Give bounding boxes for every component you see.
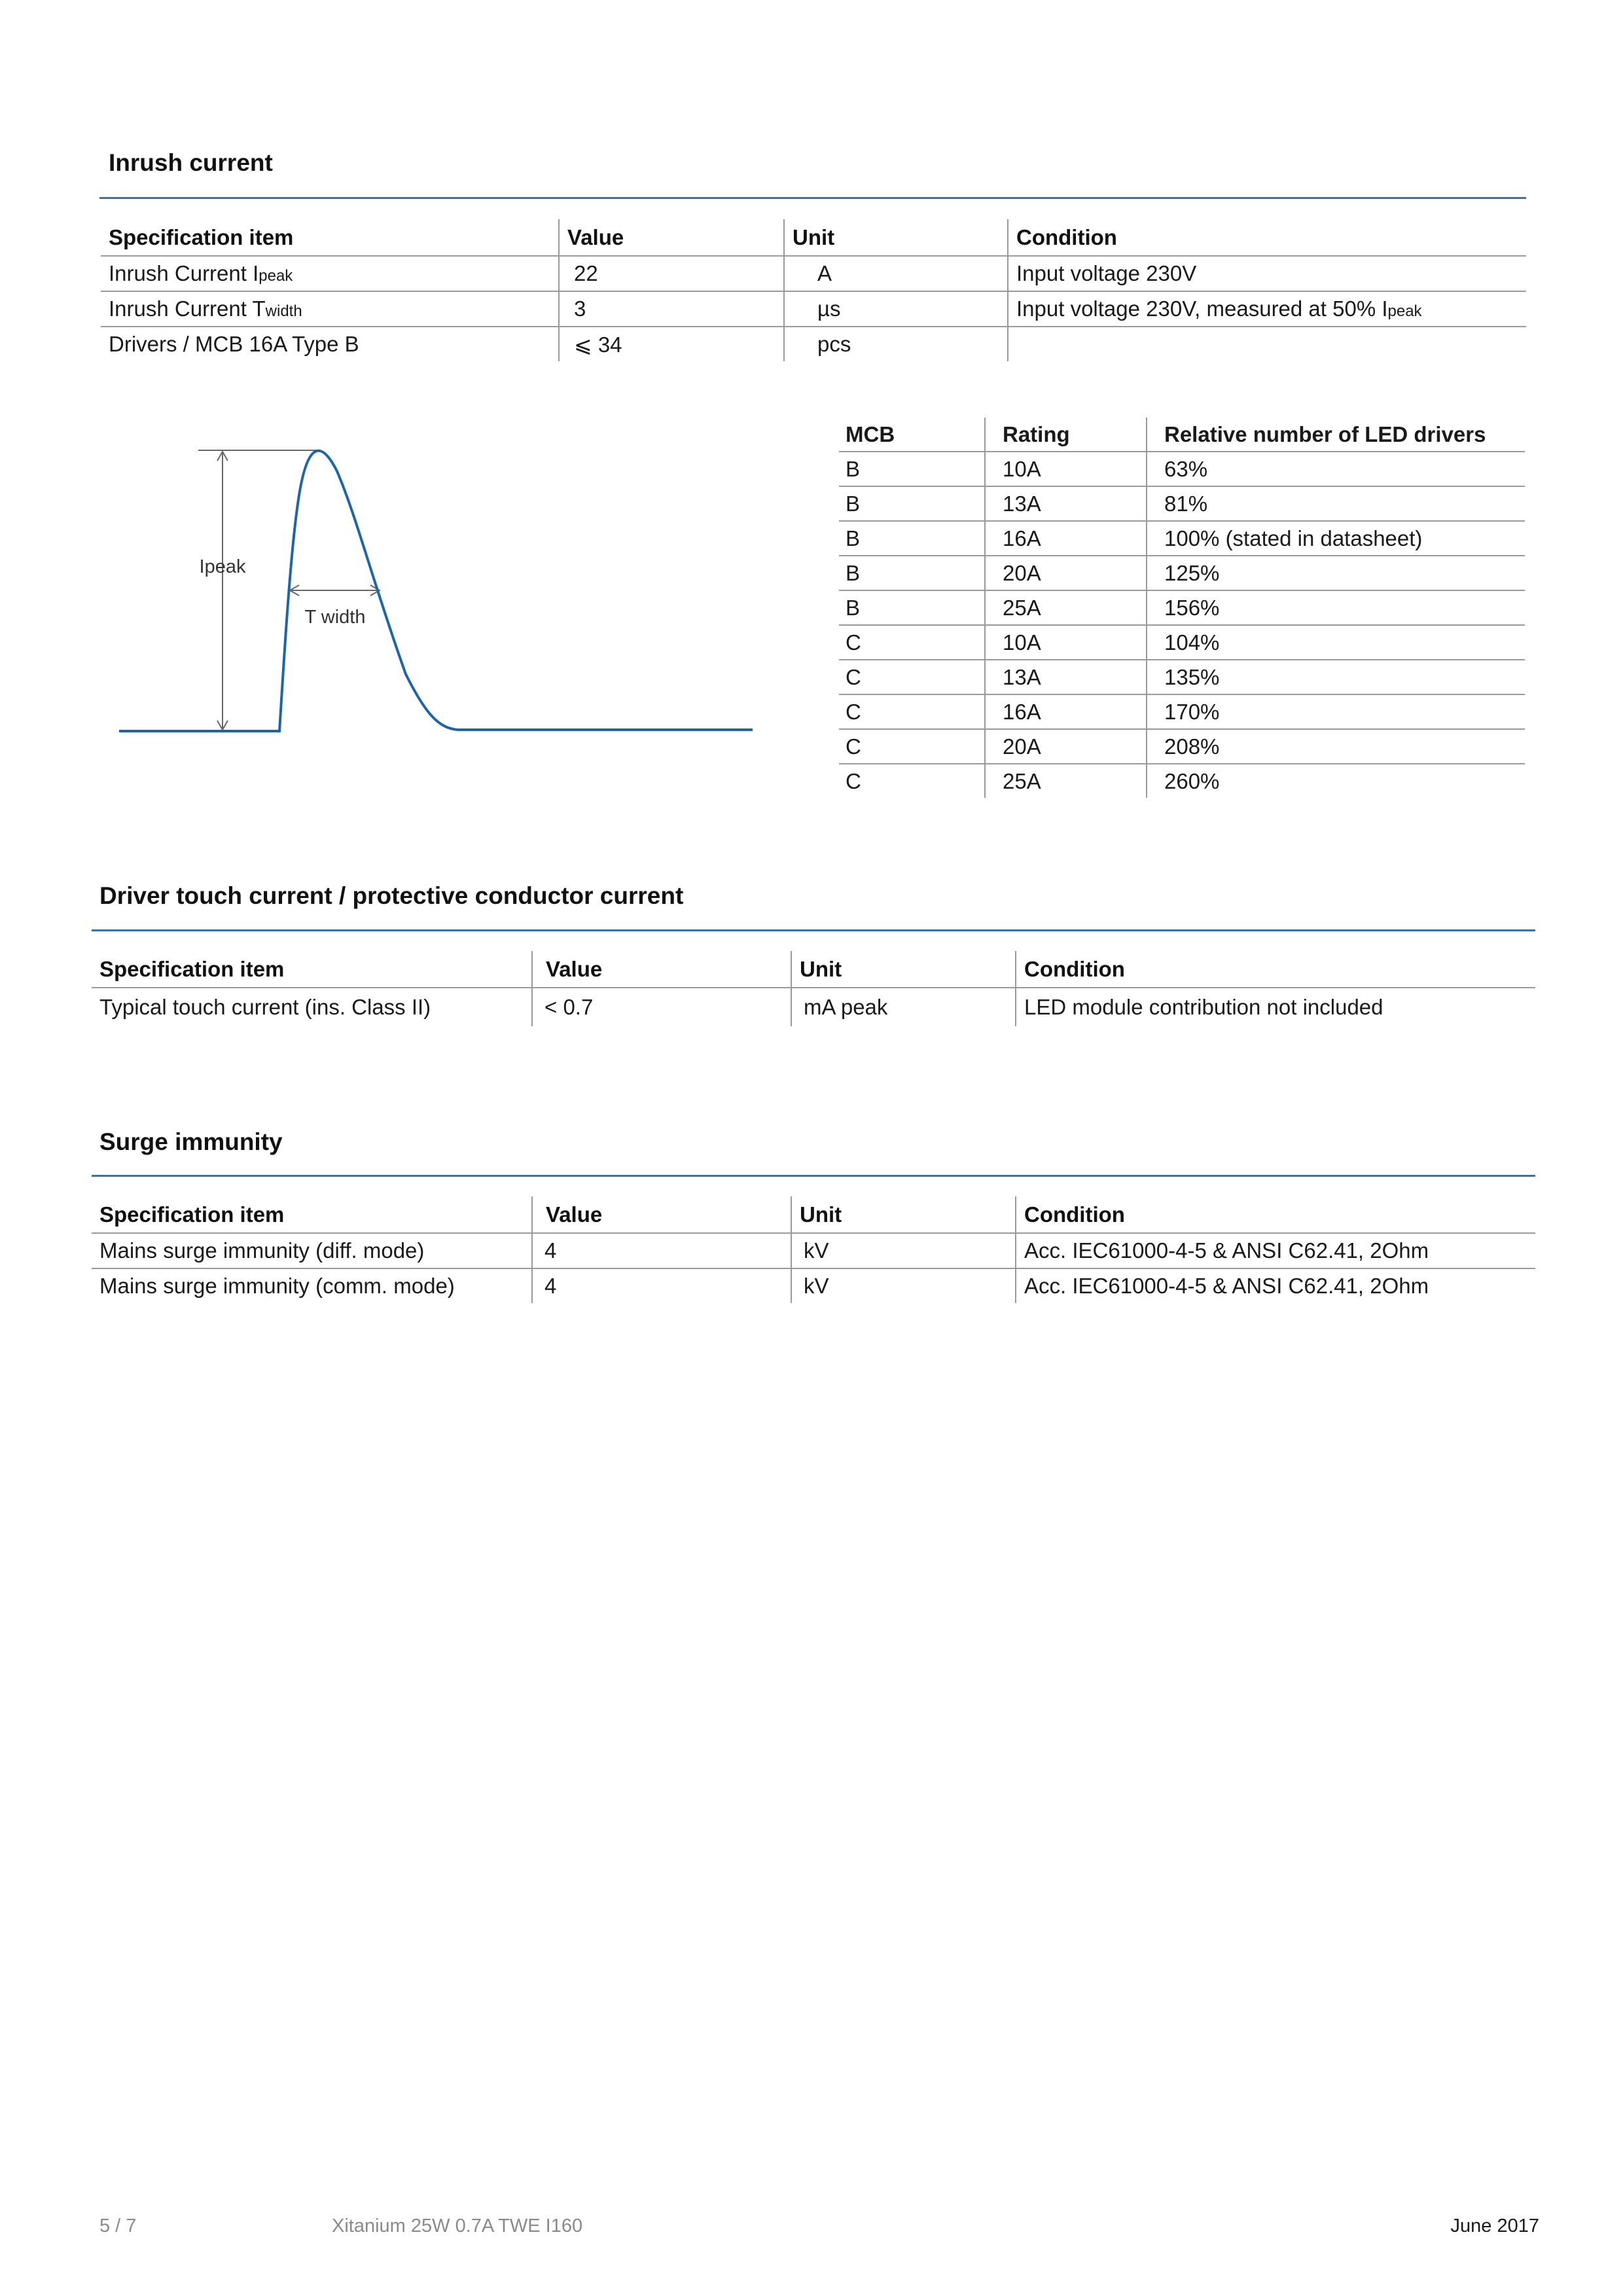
spec-item-cell: Inrush Current Twidth [101, 291, 559, 327]
col-header-condition: Condition [1008, 219, 1526, 256]
relative-number-cell: 156% [1147, 590, 1525, 625]
relative-number-cell: 81% [1147, 486, 1525, 521]
unit-cell: pcs [784, 327, 1008, 361]
table-header-row [839, 418, 1525, 452]
col-header-value: Value [532, 951, 791, 988]
condition-cell: Acc. IEC61000-4-5 & ANSI C62.41, 2Ohm [1016, 1268, 1535, 1303]
relative-number-cell: 208% [1147, 729, 1525, 764]
mcb-type-cell: C [839, 660, 985, 694]
touch-current-spec-table [92, 951, 1535, 1026]
inrush-title-rule [99, 197, 1526, 199]
rating-cell: 13A [985, 660, 1147, 694]
col-header-unit: Unit [791, 951, 1016, 988]
value-cell: ⩽ 34 [559, 327, 784, 361]
col-header-value: Value [532, 1196, 791, 1233]
touch-current-section-title: Driver touch current / protective conductor current [99, 882, 684, 909]
mcb-type-cell: B [839, 556, 985, 590]
table-row [839, 452, 1525, 486]
relative-number-cell: 170% [1147, 694, 1525, 729]
spec-item-cell: Mains surge immunity (comm. mode) [99, 1274, 455, 1298]
footer-product-name: Xitanium 25W 0.7A TWE I160 [332, 2215, 583, 2236]
col-header-mcb: MCB [839, 418, 985, 452]
rating-cell: 20A [985, 556, 1147, 590]
mcb-type-cell: B [839, 590, 985, 625]
relative-number-cell: 260% [1147, 764, 1525, 798]
col-header-condition: Condition [1016, 1196, 1535, 1233]
table-row [839, 590, 1525, 625]
col-header-relative-number: Relative number of LED drivers [1147, 418, 1525, 452]
value-cell: 3 [559, 291, 784, 327]
condition-cell: Input voltage 230V, measured at 50% Ipeak [1008, 291, 1526, 327]
value-cell: 4 [532, 1233, 791, 1268]
table-header-row [92, 951, 1535, 988]
condition-cell: Acc. IEC61000-4-5 & ANSI C62.41, 2Ohm [1016, 1233, 1535, 1268]
col-header-condition: Condition [1016, 951, 1535, 988]
condition-cell: LED module contribution not included [1016, 988, 1535, 1026]
value-cell: < 0.7 [532, 988, 791, 1026]
col-header-rating: Rating [985, 418, 1147, 452]
rating-cell: 16A [985, 694, 1147, 729]
table-row [839, 694, 1525, 729]
rating-cell: 16A [985, 521, 1147, 556]
mcb-type-cell: C [839, 729, 985, 764]
relative-number-cell: 104% [1147, 625, 1525, 660]
mcb-rating-table [839, 418, 1525, 798]
value-cell: 4 [532, 1268, 791, 1303]
table-row [839, 486, 1525, 521]
mcb-type-cell: B [839, 486, 985, 521]
table-row [839, 729, 1525, 764]
rating-cell: 10A [985, 625, 1147, 660]
table-row [92, 988, 1535, 1026]
relative-number-cell: 63% [1147, 452, 1525, 486]
mcb-type-cell: C [839, 625, 985, 660]
col-header-value: Value [559, 219, 784, 256]
relative-number-cell: 100% (stated in datasheet) [1147, 521, 1525, 556]
col-header-spec-item: Specification item [92, 951, 532, 988]
rating-cell: 25A [985, 590, 1147, 625]
col-header-spec-item: Specification item [101, 219, 559, 256]
spec-item-cell: Inrush Current Ipeak [101, 256, 559, 291]
value-cell: 22 [559, 256, 784, 291]
touch-current-title-rule [92, 929, 1535, 931]
col-header-unit: Unit [784, 219, 1008, 256]
table-row [101, 256, 1526, 291]
inrush-waveform-diagram [111, 432, 759, 746]
rating-cell: 10A [985, 452, 1147, 486]
inrush-section-title: Inrush current [109, 149, 273, 176]
surge-section-title: Surge immunity [99, 1128, 283, 1155]
condition-cell: Input voltage 230V [1008, 256, 1526, 291]
unit-cell: mA peak [791, 988, 1016, 1026]
col-header-unit: Unit [791, 1196, 1016, 1233]
table-row [839, 625, 1525, 660]
table-row [92, 1268, 1535, 1303]
inrush-spec-table [101, 219, 1526, 361]
mcb-type-cell: C [846, 768, 861, 793]
mcb-type-cell: C [839, 694, 985, 729]
rating-cell: 20A [985, 729, 1147, 764]
unit-cell: µs [784, 291, 1008, 327]
rating-cell: 25A [985, 764, 1147, 798]
condition-cell [1008, 327, 1526, 361]
surge-immunity-spec-table [92, 1196, 1535, 1303]
table-row [101, 327, 1526, 361]
table-row [92, 1233, 1535, 1268]
table-header-row [101, 219, 1526, 256]
table-row [101, 291, 1526, 327]
table-row [839, 764, 1525, 798]
unit-cell: kV [791, 1233, 1016, 1268]
unit-cell: kV [791, 1268, 1016, 1303]
table-row [839, 660, 1525, 694]
spec-item-cell: Drivers / MCB 16A Type B [109, 332, 359, 356]
spec-item-cell: Mains surge immunity (diff. mode) [92, 1233, 532, 1268]
table-row [839, 556, 1525, 590]
footer-date: June 2017 [1450, 2215, 1539, 2236]
relative-number-cell: 135% [1147, 660, 1525, 694]
table-row [839, 521, 1525, 556]
relative-number-cell: 125% [1147, 556, 1525, 590]
mcb-type-cell: B [839, 521, 985, 556]
twidth-label: T width [304, 607, 366, 628]
rating-cell: 13A [985, 486, 1147, 521]
spec-item-cell: Typical touch current (ins. Class II) [99, 995, 431, 1019]
unit-cell: A [784, 256, 1008, 291]
mcb-type-cell: B [839, 452, 985, 486]
table-header-row [92, 1196, 1535, 1233]
col-header-spec-item: Specification item [92, 1196, 532, 1233]
ipeak-label: Ipeak [199, 556, 246, 577]
inrush-current-curve [119, 451, 753, 731]
surge-title-rule [92, 1175, 1535, 1177]
footer-page-number: 5 / 7 [99, 2215, 137, 2236]
